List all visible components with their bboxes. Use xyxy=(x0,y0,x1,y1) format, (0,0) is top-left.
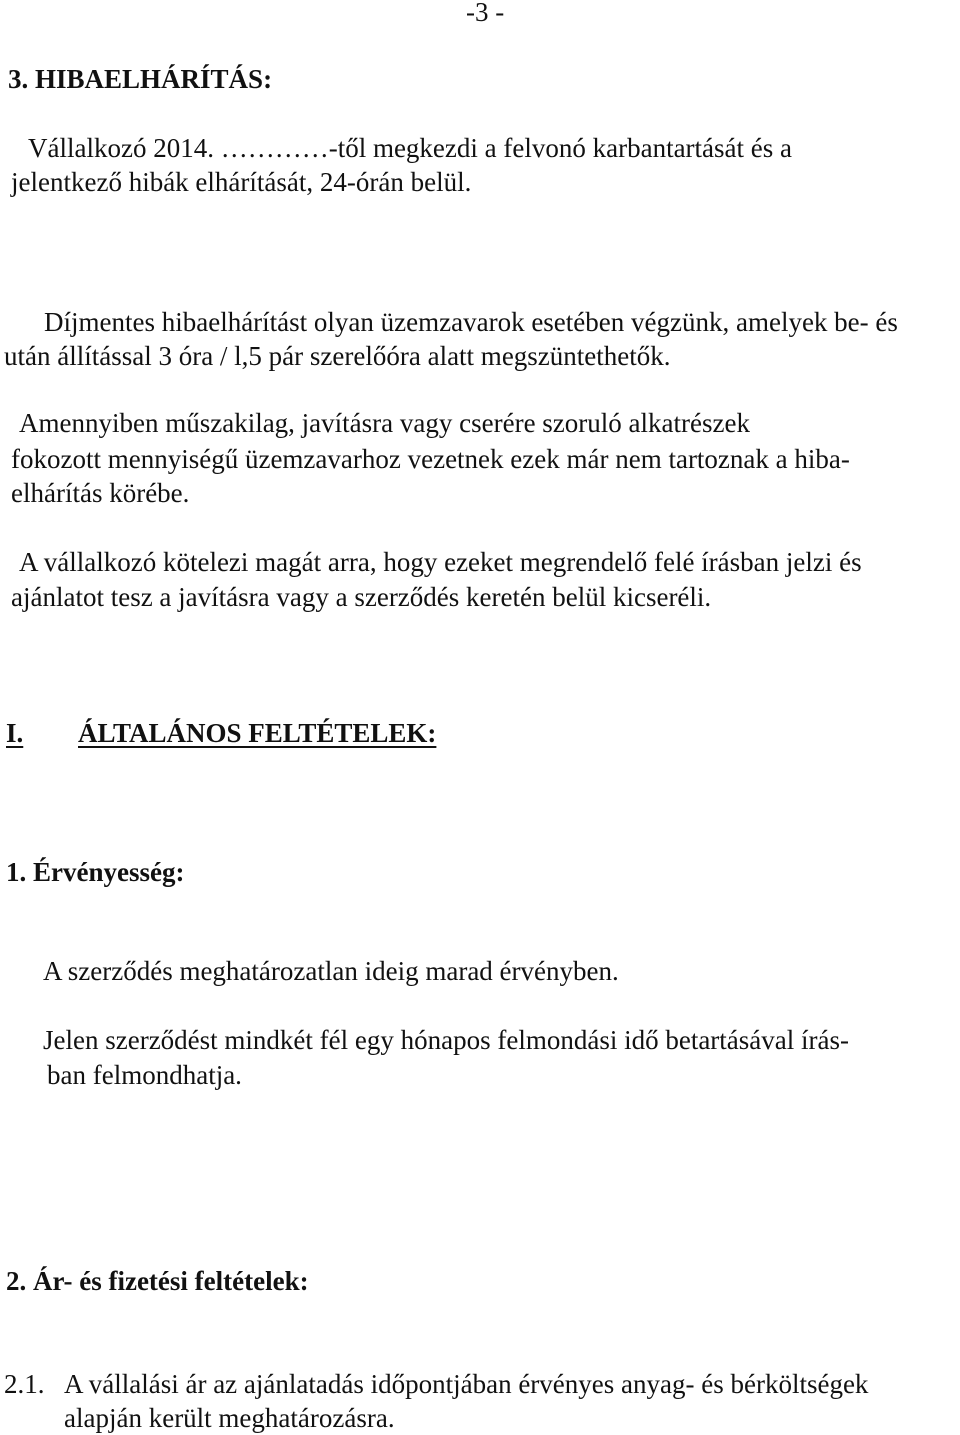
item-1-heading: 1. Érvényesség: xyxy=(6,857,185,887)
section-3-paragraph-3-line-3: elhárítás körébe. xyxy=(11,478,190,508)
section-3-paragraph-2-line-1: Díjmentes hibaelhárítást olyan üzemzavarok esetében végzünk, amelyek be- és xyxy=(44,307,898,337)
item-2-1-number: 2.1. xyxy=(4,1369,45,1399)
item-1-paragraph-1: A szerződés meghatározatlan ideig marad érvényben. xyxy=(43,956,619,986)
item-2-1-line-2: alapján került meghatározásra. xyxy=(64,1403,395,1433)
item-2-heading: 2. Ár- és fizetési feltételek: xyxy=(6,1266,309,1296)
item-1-paragraph-2-line-1: Jelen szerződést mindkét fél egy hónapos felmondási idő betartásával írás- xyxy=(43,1025,849,1055)
item-1-paragraph-2-line-2: ban felmondhatja. xyxy=(47,1060,242,1090)
section-3-paragraph-3-line-2: fokozott mennyiségű üzemzavarhoz vezetnek ezek már nem tartoznak a hiba- xyxy=(11,444,850,474)
item-2-1-line-1: A vállalási ár az ajánlatadás időpontjában érvényes anyag- és bérköltségek xyxy=(64,1369,869,1399)
section-3-paragraph-4-line-2: ajánlatot tesz a javításra vagy a szerződés keretén belül kicseréli. xyxy=(11,582,712,612)
part-1-number: I. xyxy=(6,718,24,748)
section-3-paragraph-1-line-1: Vállalkozó 2014. …………-től megkezdi a felvonó karbantartását és a xyxy=(28,133,793,163)
part-1-title: ÁLTALÁNOS FELTÉTELEK: xyxy=(78,718,437,748)
section-3-paragraph-4-line-1: A vállalkozó kötelezi magát arra, hogy ezeket megrendelő felé írásban jelzi és xyxy=(19,547,862,577)
section-3-paragraph-2-line-2: után állítással 3 óra / l,5 pár szerelőóra alatt megszüntethetők. xyxy=(4,341,671,371)
section-3-heading: 3. HIBAELHÁRÍTÁS: xyxy=(8,64,273,94)
section-3-paragraph-3-line-1: Amennyiben műszakilag, javításra vagy cserére szoruló alkatrészek xyxy=(19,408,750,438)
page-number: -3 - xyxy=(466,0,505,27)
section-3-paragraph-1-line-2: jelentkező hibák elhárítását, 24-órán belül. xyxy=(11,167,472,197)
